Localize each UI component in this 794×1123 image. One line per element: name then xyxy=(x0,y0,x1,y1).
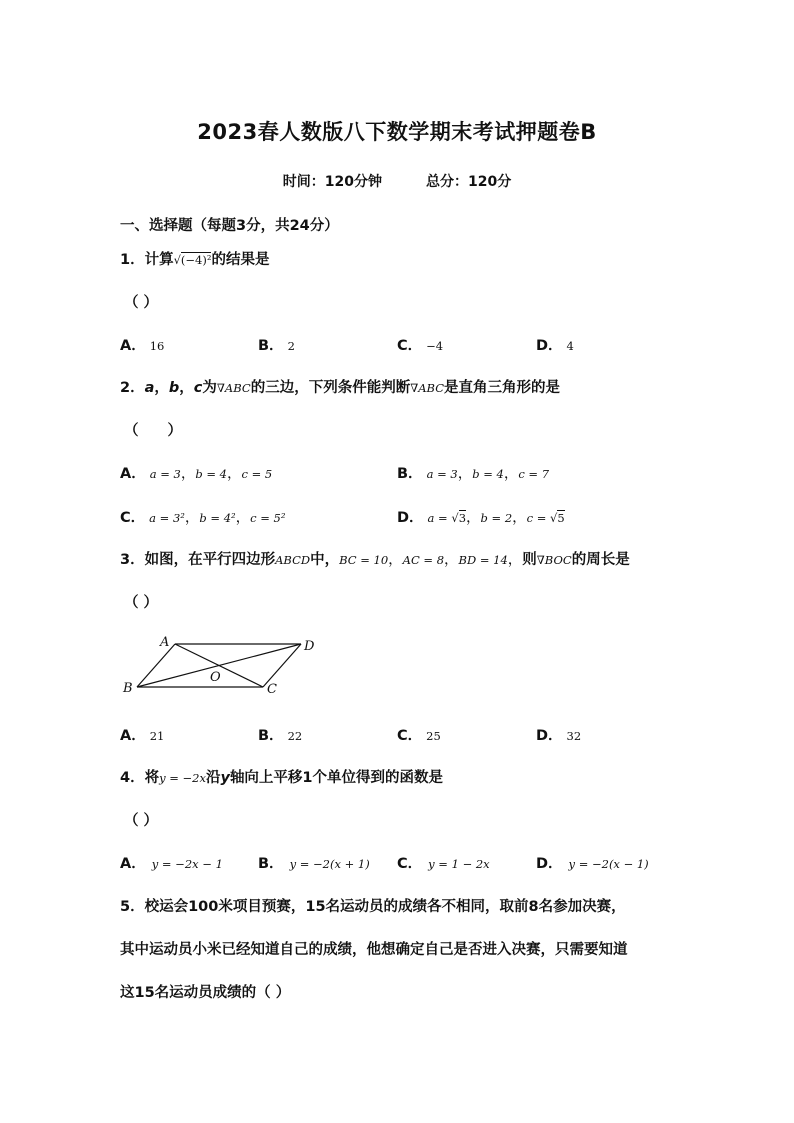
q1-radicand: (−4)² xyxy=(180,253,212,267)
q3-text: 如图，在平行四边形 xyxy=(144,552,276,568)
q4-answer-paren: （ ） xyxy=(124,813,159,829)
q4-text: 将 xyxy=(144,770,160,786)
label-o: O xyxy=(210,670,221,685)
label-c: C xyxy=(267,682,277,697)
question-4 xyxy=(120,766,443,787)
time-limit: 时间：120分钟 xyxy=(282,174,382,190)
question-1 xyxy=(120,248,269,269)
q3-option-a: A． 21 xyxy=(120,728,165,744)
q2-option-c: C． a = 3²，b = 4²，c = 5² xyxy=(120,510,286,526)
q3-triangle: ∇BOC xyxy=(536,553,572,567)
q2-text: 为 xyxy=(202,380,217,396)
parallelogram-figure xyxy=(118,628,328,700)
question-3: 3．如图，在平行四边形ABCD中，BC = 10，AC = 8，BD = 14，则∇BOC的周长是 xyxy=(120,552,630,568)
label-b: B xyxy=(123,681,133,696)
label-a: A xyxy=(160,635,170,650)
q3-shape: ABCD xyxy=(275,553,311,567)
q3-text-2: 中， xyxy=(310,552,340,568)
q1-option-b: B． 2 xyxy=(258,338,295,354)
q2-option-d: D． a = √3，b = 2，c = √5 xyxy=(397,510,565,526)
q1-answer-paren: （ ） xyxy=(124,295,159,311)
q3-option-b: B． 22 xyxy=(258,728,303,744)
q3-option-d: D． 32 xyxy=(536,728,582,744)
q3-cond-2: AC = 8 xyxy=(402,553,445,567)
q2-var-a: a xyxy=(144,380,155,396)
q2-var-c: c xyxy=(193,380,203,396)
q2-text-2: 的三边，下列条件能判断 xyxy=(250,380,411,396)
q3-cond-1: BC = 10 xyxy=(339,553,389,567)
edge-ba xyxy=(137,644,175,687)
q4-text-3: 轴向上平移1个单位得到的函数是 xyxy=(229,770,444,786)
q1-sqrt: √(−4)² xyxy=(173,253,212,267)
label-d: D xyxy=(304,639,315,654)
q4-text-2: 沿 xyxy=(205,770,221,786)
q2-text-3: 是直角三角形的是 xyxy=(444,380,561,396)
q4-option-b: B． y = −2(x + 1) xyxy=(258,856,370,872)
q1-number: 1． xyxy=(120,252,145,268)
q3-option-c: C． 25 xyxy=(397,728,441,744)
q1-option-d: D． 4 xyxy=(536,338,574,354)
q2-number: 2． xyxy=(120,380,145,396)
q4-option-a: A． y = −2x − 1 xyxy=(120,856,223,872)
q3-text-3: 则 xyxy=(522,552,537,568)
q1-text-end: 的结果是 xyxy=(211,252,270,268)
q4-option-c: C． y = 1 − 2x xyxy=(397,856,490,872)
q2-var-b: b xyxy=(168,380,180,396)
question-2: 2．a，b，c为∇ABC的三边，下列条件能判断∇ABC是直角三角形的是 xyxy=(120,380,561,396)
q4-axis: y xyxy=(220,770,230,786)
q2-option-b: B． a = 3，b = 4，c = 7 xyxy=(397,466,550,482)
q2-option-a: A． a = 3，b = 4，c = 5 xyxy=(120,466,273,482)
question-5-line-2: 其中运动员小米已经知道自己的成绩，他想确定自己是否进入决赛，只需要知道 xyxy=(120,942,628,958)
q1-option-a: A． 16 xyxy=(120,338,165,354)
q3-number: 3． xyxy=(120,552,145,568)
section-heading: 一、选择题（每题3分，共24分） xyxy=(120,218,339,234)
q2-triangle-2: ∇ABC xyxy=(410,381,445,395)
edge-dc xyxy=(263,644,301,687)
q3-answer-paren: （ ） xyxy=(124,595,159,611)
q1-text: 计算 xyxy=(144,252,174,268)
q4-function: y = −2x xyxy=(159,771,206,785)
question-5-line-1: 5．校运会100米项目预赛，15名运动员的成绩各不相同，取前8名参加决赛， xyxy=(120,899,626,915)
question-5-line-3: 这15名运动员成绩的（ ） xyxy=(120,985,291,1001)
q2-answer-paren: （ ） xyxy=(124,423,182,439)
page-title: 2023春人数版八下数学期末考试押题卷B xyxy=(197,120,597,144)
q2-triangle: ∇ABC xyxy=(216,381,251,395)
q4-option-d: D． y = −2(x − 1) xyxy=(536,856,649,872)
total-score: 总分：120分 xyxy=(426,174,512,190)
q3-text-4: 的周长是 xyxy=(571,552,630,568)
q4-number: 4． xyxy=(120,770,145,786)
q1-option-c: C． −4 xyxy=(397,338,444,354)
q3-cond-3: BD = 14 xyxy=(458,553,508,567)
exam-info xyxy=(0,171,794,191)
